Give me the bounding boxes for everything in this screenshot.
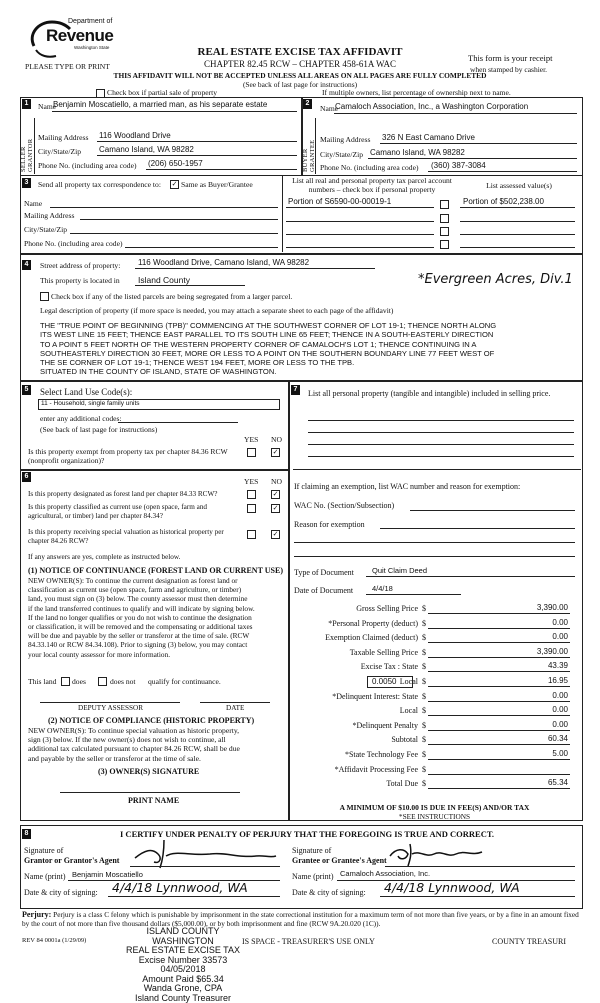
section-8-number: 8 bbox=[22, 829, 31, 839]
stamp-line: Amount Paid $65.34 bbox=[118, 975, 248, 985]
dollar-sign: $ bbox=[422, 779, 426, 788]
legal-line: TO A POINT 5 FEET NORTH OF THE WESTERN PROPERTY CORNER OF CAMALOCH'S LOT 1; THENCE CONTINUING IN A bbox=[40, 340, 496, 349]
dollar-sign: $ bbox=[422, 735, 426, 744]
local-rate-box[interactable] bbox=[367, 676, 413, 688]
street-address-label: Street address of property: bbox=[40, 261, 120, 270]
located-in-label: This property is located in bbox=[40, 276, 120, 285]
calc-row-value[interactable]: 16.95 bbox=[430, 676, 568, 685]
correspondence-city-label: City/State/Zip bbox=[24, 225, 67, 234]
seller-mailing[interactable]: 116 Woodland Drive bbox=[99, 131, 171, 140]
form-warning: THIS AFFIDAVIT WILL NOT BE ACCEPTED UNLESS ALL AREAS ON ALL PAGES ARE FULLY COMPLETED bbox=[0, 71, 600, 80]
grantor-name-label: Name (print) bbox=[24, 872, 66, 881]
grantor-sig-label-1: Signature of bbox=[24, 846, 63, 855]
section-6-no: NO bbox=[271, 477, 282, 486]
personal-property-label: List all personal property (tangible and intangible) included in selling price. bbox=[308, 389, 573, 399]
perjury-notice bbox=[22, 910, 584, 928]
notice-continuance-title: (1) NOTICE OF CONTINUANCE (FOREST LAND OR CURRENT USE) bbox=[28, 566, 283, 575]
see-instructions-note: *SEE INSTRUCTIONS bbox=[288, 812, 581, 821]
notice-compliance-title: (2) NOTICE OF COMPLIANCE (HISTORIC PROPERTY) bbox=[48, 716, 254, 725]
seller-city-label: City/State/Zip bbox=[38, 147, 81, 156]
exemption-label: If claiming an exemption, list WAC number and reason for exemption: bbox=[294, 482, 520, 491]
buyer-mailing-label: Mailing Address bbox=[320, 135, 370, 144]
buyer-city-label: City/State/Zip bbox=[320, 150, 363, 159]
this-land-label: This land bbox=[28, 677, 56, 686]
county-name[interactable]: Island County bbox=[138, 275, 190, 285]
grantor-name[interactable]: Benjamin Moscatiello bbox=[72, 870, 143, 879]
grantee-date-label: Date & city of signing: bbox=[292, 888, 366, 897]
calc-row-label: Total Due bbox=[300, 779, 418, 788]
buyer-city[interactable]: Camano Island, WA 98282 bbox=[370, 148, 465, 157]
legal-line: THE "TRUE POINT OF BEGINNING (TPB)" COMMENCING AT THE SOUTHWEST CORNER OF LOT 19-1; THENCE NORTH ALONG bbox=[40, 321, 496, 330]
calc-row-label: *Delinquent Penalty bbox=[300, 721, 418, 730]
exempt-question: Is this property exempt from property tax per chapter 84.36 RCW (nonprofit organization)? bbox=[28, 447, 228, 465]
calc-row-value[interactable]: 0.00 bbox=[430, 720, 568, 729]
seller-city[interactable]: Camano Island, WA 98282 bbox=[99, 145, 194, 154]
section-4-number: 4 bbox=[22, 260, 31, 270]
seller-phone-label: Phone No. (including area code) bbox=[38, 161, 136, 170]
does-checkbox[interactable] bbox=[61, 677, 70, 686]
exempt-no-checkbox[interactable]: ✓ bbox=[271, 448, 280, 457]
grantee-date-city[interactable]: 4/4/18 Lynnwood, WA bbox=[384, 880, 520, 895]
section-6-number: 6 bbox=[22, 472, 31, 482]
historical-question: Is this property receiving special valuation as historical property per chapter 84.26 RCW? bbox=[28, 528, 233, 545]
doc-type-label: Type of Document bbox=[294, 568, 354, 577]
if-yes-note: If any answers are yes, complete as instructed below. bbox=[28, 553, 180, 561]
notice-line: NEW OWNER(S): To continue special valuation as historic property, bbox=[28, 726, 240, 735]
dollar-sign: $ bbox=[422, 692, 426, 701]
forest-land-question: Is this property designated as forest land per chapter 84.33 RCW? bbox=[28, 490, 243, 498]
historical-no-checkbox[interactable]: ✓ bbox=[271, 530, 280, 539]
legal-line: ITS WEST LINE 15 FEET; THENCE EAST PARALLEL TO ITS SOUTH LINE 65 FEET; THENCE IN A SOUTH-EASTERLY DIRECTION bbox=[40, 330, 496, 339]
section-1-number: 1 bbox=[22, 99, 31, 109]
seller-mailing-label: Mailing Address bbox=[38, 133, 88, 142]
dollar-sign: $ bbox=[422, 677, 426, 686]
county-treasurer-label: COUNTY TREASURI bbox=[492, 937, 566, 946]
reason-label: Reason for exemption bbox=[294, 520, 365, 529]
dollar-sign: $ bbox=[422, 662, 426, 671]
certify-statement: I CERTIFY UNDER PENALTY OF PERJURY THAT THE FOREGOING IS TRUE AND CORRECT. bbox=[120, 829, 494, 839]
deputy-assessor-label: DEPUTY ASSESSOR bbox=[78, 704, 143, 712]
notice-line: sign (3) below. If the new owner(s) does not wish to continue, all bbox=[28, 735, 240, 744]
dollar-sign: $ bbox=[422, 721, 426, 730]
notice-line: and payable by the seller or transferor at the time of sale. bbox=[28, 754, 240, 763]
buyer-mailing[interactable]: 326 N East Camano Drive bbox=[382, 133, 475, 142]
calc-row-label: *State Technology Fee bbox=[300, 750, 418, 759]
section-6-yes: YES bbox=[244, 477, 258, 486]
correspondence-name-label: Name bbox=[24, 199, 42, 208]
stamp-line: REAL ESTATE EXCISE TAX bbox=[118, 946, 248, 956]
grantor-signature[interactable] bbox=[130, 836, 280, 870]
dollar-sign: $ bbox=[422, 750, 426, 759]
legal-line: SOUTHEASTERLY DIRECTION 30 FEET, MORE OR LESS TO A POINT ON THE SOUTHERN BOUNDARY LINE 77 FEET WEST OF bbox=[40, 349, 496, 358]
calc-row-value[interactable]: 5.00 bbox=[430, 749, 568, 758]
assessed-value[interactable]: Portion of $502,238.00 bbox=[463, 197, 544, 206]
parcel-header: List all real and personal property tax parcel account numbers – check box if personal property bbox=[286, 176, 458, 194]
notice-line: If the land no longer qualifies or you do not wish to continue the designation bbox=[28, 613, 255, 622]
notice-continuance-text bbox=[28, 576, 255, 659]
owner-signature-label: (3) OWNER(S) SIGNATURE bbox=[98, 767, 199, 776]
section-2-number: 2 bbox=[303, 99, 312, 109]
grantor-date-label: Date & city of signing: bbox=[24, 888, 98, 897]
qualify-label: qualify for continuance. bbox=[148, 677, 221, 686]
treasurer-stamp bbox=[118, 927, 248, 1003]
personal-property-checkbox-1[interactable] bbox=[440, 200, 449, 209]
buyer-grantee-label: BUYER GRANTEE bbox=[302, 122, 316, 172]
notice-compliance-text bbox=[28, 726, 240, 763]
section-5-no: NO bbox=[271, 435, 282, 444]
notice-line: additional tax calculated pursuant to chapter 84.26 RCW, shall be due bbox=[28, 744, 240, 753]
grantee-name-label: Name (print) bbox=[292, 872, 334, 881]
notice-line: land, you must sign on (3) below. The county assessor must then determine bbox=[28, 594, 255, 603]
stamp-line: 04/05/2018 bbox=[118, 965, 248, 975]
notice-line: NEW OWNER(S): To continue the current designation as forest land or bbox=[28, 576, 255, 585]
calc-row-label: *Personal Property (deduct) bbox=[300, 619, 418, 628]
segregated-checkbox[interactable] bbox=[40, 292, 49, 301]
notice-line: classification as current use (open space, farm and agriculture, or timber) bbox=[28, 585, 255, 594]
calc-row-value[interactable]: 3,390.00 bbox=[430, 603, 568, 612]
section-5-yes: YES bbox=[244, 435, 258, 444]
does-label: does bbox=[72, 677, 86, 686]
calc-row-label: Gross Selling Price bbox=[300, 604, 418, 613]
calc-row-label: Local bbox=[300, 677, 418, 686]
dollar-sign: $ bbox=[422, 706, 426, 715]
segregated-label: Check box if any of the listed parcels are being segregated from a larger parcel. bbox=[51, 292, 292, 301]
calc-row-label: *Delinquent Interest: State bbox=[300, 692, 418, 701]
seller-name-label: Name bbox=[38, 102, 56, 111]
dollar-sign: $ bbox=[422, 619, 426, 628]
grantor-sig-label-2: Grantor or Grantor's Agent bbox=[24, 856, 119, 865]
section-7-number: 7 bbox=[291, 385, 300, 395]
calc-row-value[interactable]: 0.00 bbox=[430, 632, 568, 641]
notice-line: 84.33.140 or RCW 84.34.108). Prior to signing (3) below, you may contact bbox=[28, 640, 255, 649]
logo-revenue-text: Revenue bbox=[46, 26, 113, 46]
perjury-text: Perjury is a class C felony which is punishable by imprisonment in the state correctional institution for a maximum term of not more than five years, or by a fine in an amount fixed by the court of not more than five thousand dollars ($5,000.00), or by both imprisonment and fine (RCW 9A.20.020 (1C)). bbox=[22, 910, 579, 928]
calc-row-label: Taxable Selling Price bbox=[300, 648, 418, 657]
additional-codes-label: enter any additional codes: bbox=[40, 414, 122, 423]
personal-property-checkbox-3[interactable] bbox=[440, 227, 449, 236]
assessed-header: List assessed value(s) bbox=[458, 181, 580, 190]
buyer-phone[interactable]: (360) 387-3084 bbox=[431, 161, 486, 170]
calc-row-label: Local bbox=[300, 706, 418, 715]
form-title: REAL ESTATE EXCISE TAX AFFIDAVIT bbox=[0, 46, 600, 58]
stamp-line: Island County Treasurer bbox=[118, 994, 248, 1003]
street-address[interactable]: 116 Woodland Drive, Camano Island, WA 98282 bbox=[138, 258, 309, 267]
local-rate: 0.0050 bbox=[372, 677, 396, 686]
notice-line: if the land transferred continues to qualify and will indicate by signing below. bbox=[28, 604, 255, 613]
does-not-label: does not bbox=[110, 677, 136, 686]
dollar-sign: $ bbox=[422, 604, 426, 613]
print-name-label: PRINT NAME bbox=[128, 796, 179, 805]
current-use-yes-checkbox[interactable] bbox=[247, 504, 256, 513]
calc-row-value[interactable]: 65.34 bbox=[430, 778, 568, 787]
receipt-line-1: This form is your receipt bbox=[468, 53, 553, 63]
same-as-buyer-label: Same as Buyer/Grantee bbox=[181, 180, 253, 189]
form-chapter: CHAPTER 82.45 RCW – CHAPTER 458-61A WAC bbox=[0, 59, 600, 69]
personal-property-checkbox-4[interactable] bbox=[440, 240, 449, 249]
notice-line: your local county assessor for more information. bbox=[28, 650, 255, 659]
calc-row-value[interactable]: 0.00 bbox=[430, 691, 568, 700]
dollar-sign: $ bbox=[422, 633, 426, 642]
parcel-number[interactable]: Portion of S6590-00-00019-1 bbox=[288, 197, 391, 206]
stamp-line: ISLAND COUNTY WASHINGTON bbox=[118, 927, 248, 946]
partial-sale-label: Check box if partial sale of property bbox=[107, 88, 217, 97]
stamp-line: Wanda Grone, CPA bbox=[118, 984, 248, 994]
correspondence-mailing-label: Mailing Address bbox=[24, 211, 74, 220]
minimum-due-note: A MINIMUM OF $10.00 IS DUE IN FEE(S) AND/OR TAX bbox=[288, 803, 581, 812]
seller-phone[interactable]: (206) 650-1957 bbox=[148, 159, 203, 168]
calc-row-value[interactable]: 0.00 bbox=[430, 618, 568, 627]
calc-row-value[interactable]: 43.39 bbox=[430, 661, 568, 670]
calc-row-label: Excise Tax : State bbox=[300, 662, 418, 671]
does-not-checkbox[interactable] bbox=[98, 677, 107, 686]
doc-type[interactable]: Quit Claim Deed bbox=[372, 566, 427, 575]
historical-yes-checkbox[interactable] bbox=[247, 530, 256, 539]
rev-number: REV 84 0001a (1/29/09) bbox=[22, 937, 86, 944]
calc-row-value[interactable]: 0.00 bbox=[430, 705, 568, 714]
calc-row-label: Subtotal bbox=[300, 735, 418, 744]
seller-grantor-label: SELLER GRANTOR bbox=[20, 122, 34, 172]
logo-dept-text: Department of bbox=[68, 18, 112, 25]
current-use-question: Is this property classified as current use (open space, farm and agricultural, or timber) land per chapter 84.34? bbox=[28, 503, 233, 520]
date-label: DATE bbox=[226, 704, 244, 712]
forest-no-checkbox[interactable]: ✓ bbox=[271, 490, 280, 499]
calc-row-value[interactable]: 3,390.00 bbox=[430, 647, 568, 656]
multiple-owners-note: If multiple owners, list percentage of ownership next to name. bbox=[322, 88, 511, 97]
section-5-number: 5 bbox=[22, 385, 31, 395]
stamp-line: Excise Number 33573 bbox=[118, 956, 248, 966]
personal-property-checkbox-2[interactable] bbox=[440, 214, 449, 223]
send-correspondence-label: Send all property tax correspondence to: bbox=[38, 180, 161, 189]
wac-label: WAC No. (Section/Subsection) bbox=[294, 501, 394, 510]
legal-description[interactable] bbox=[40, 321, 496, 377]
same-as-buyer-checkbox[interactable]: ✓ bbox=[170, 180, 179, 189]
notice-line: or classification, it will be removed and the compensating or additional taxes bbox=[28, 622, 255, 631]
perjury-label: Perjury: bbox=[22, 910, 51, 919]
calc-row-value[interactable]: 60.34 bbox=[430, 734, 568, 743]
seller-name[interactable]: Benjamin Moscatiello, a married man, as his separate estate bbox=[53, 100, 267, 109]
grantee-name[interactable]: Camaloch Association, Inc. bbox=[340, 869, 430, 878]
buyer-phone-label: Phone No. (including area code) bbox=[320, 163, 418, 172]
forest-yes-checkbox[interactable] bbox=[247, 490, 256, 499]
dollar-sign: $ bbox=[422, 648, 426, 657]
grantor-date-city[interactable]: 4/4/18 Lynnwood, WA bbox=[112, 880, 248, 895]
calc-row-label: *Affidavit Processing Fee bbox=[300, 765, 418, 774]
grantee-sig-label-2: Grantee or Grantee's Agent bbox=[292, 856, 387, 865]
logo-sub-text: Washington State bbox=[74, 45, 109, 50]
section-3-number: 3 bbox=[22, 178, 31, 188]
receipt-line-2: when stamped by cashier. bbox=[470, 65, 547, 74]
legal-line: THE SE CORNER OF LOT 19-1; THENCE WEST 194 FEET, MORE OR LESS TO THE TPB. bbox=[40, 358, 496, 367]
please-type: PLEASE TYPE OR PRINT bbox=[25, 62, 110, 71]
section-5-see-back: (See back of last page for instructions) bbox=[40, 425, 157, 434]
land-use-value: 11 - Household, single family units bbox=[41, 400, 140, 407]
exempt-yes-checkbox[interactable] bbox=[247, 448, 256, 457]
buyer-name[interactable]: Camaloch Association, Inc., a Washington Corporation bbox=[335, 102, 528, 111]
correspondence-phone-label: Phone No. (including area code) bbox=[24, 239, 122, 248]
legal-line: SITUATED IN THE COUNTY OF ISLAND, STATE OF WASHINGTON. bbox=[40, 367, 496, 376]
doc-date[interactable]: 4/4/18 bbox=[372, 584, 393, 593]
land-use-label: Select Land Use Code(s): bbox=[40, 387, 132, 397]
notice-line: will be due and payable by the seller or transferor at the time of sale. (RCW bbox=[28, 631, 255, 640]
dollar-sign: $ bbox=[422, 765, 426, 774]
handwritten-note: *Evergreen Acres, Div.1 bbox=[418, 272, 573, 287]
grantee-sig-label-1: Signature of bbox=[292, 846, 331, 855]
buyer-name-label: Name bbox=[320, 104, 338, 113]
grantee-signature[interactable] bbox=[386, 838, 486, 868]
legal-description-label: Legal description of property (if more space is needed, you may attach a separate sheet to each page of the affidavit) bbox=[40, 306, 393, 315]
calc-row-label: Exemption Claimed (deduct) bbox=[300, 633, 418, 642]
treasurer-use-only: IS SPACE - TREASURER'S USE ONLY bbox=[242, 937, 375, 946]
current-use-no-checkbox[interactable]: ✓ bbox=[271, 504, 280, 513]
see-back-header: (See back of last page for instructions) bbox=[0, 80, 600, 89]
land-use-select[interactable] bbox=[38, 399, 280, 410]
doc-date-label: Date of Document bbox=[294, 586, 353, 595]
